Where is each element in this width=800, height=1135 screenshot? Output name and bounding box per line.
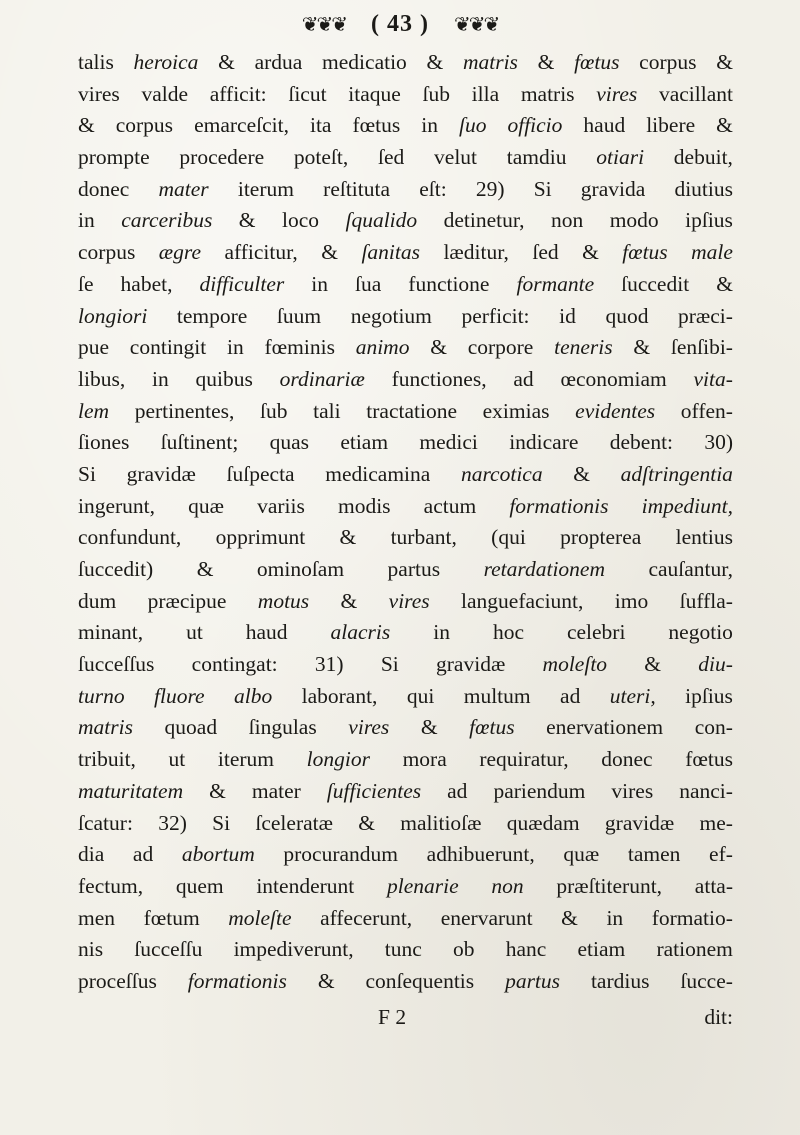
word: &	[644, 652, 662, 677]
word: iterum	[217, 747, 275, 772]
word: vita-	[693, 366, 733, 391]
word: ſub	[260, 398, 288, 423]
word: turbant,	[390, 525, 457, 550]
text-line	[78, 744, 733, 776]
word: rationem	[656, 937, 733, 962]
word: fectum,	[78, 873, 144, 898]
word: multum	[463, 683, 531, 708]
word: enervarunt	[440, 905, 533, 930]
word: eximias	[482, 398, 550, 423]
word: fœtus	[574, 50, 620, 74]
word: offen-	[680, 398, 733, 423]
ornament-right: ❦❦❦	[453, 13, 499, 36]
word: con-	[694, 715, 733, 740]
text-line	[78, 427, 733, 459]
word: tali	[313, 398, 341, 423]
word: tunc	[384, 937, 422, 962]
word: fœtus	[352, 113, 401, 138]
word: valde	[141, 81, 189, 106]
word: me-	[699, 810, 733, 835]
text-line	[78, 237, 733, 269]
word: ſicut	[288, 81, 327, 106]
word: tempore	[176, 303, 248, 328]
word: laborant,	[301, 683, 378, 708]
word: Si	[380, 652, 399, 677]
word: &	[209, 778, 226, 803]
word: imo	[614, 588, 649, 613]
word: officio	[507, 113, 563, 138]
word: affecerunt,	[320, 905, 413, 930]
word: atta-	[694, 873, 733, 898]
word: variis	[257, 493, 305, 518]
word: ſufficientes	[326, 778, 422, 803]
word: quæ	[188, 493, 224, 518]
word: fœtus	[469, 715, 515, 740]
word: fœtum	[143, 905, 200, 930]
word: functione	[408, 271, 490, 296]
word: &	[420, 715, 438, 740]
word: propterea	[560, 525, 642, 550]
word: &	[78, 113, 95, 138]
word: diu-	[698, 652, 733, 677]
word: ita	[309, 113, 332, 138]
word: ſucceſſu	[134, 937, 203, 962]
text-line	[78, 554, 733, 586]
word: quæ	[563, 842, 600, 867]
word: modo	[609, 208, 659, 233]
body-text	[78, 47, 733, 998]
word: ſuum	[276, 303, 322, 328]
word: intenderunt	[256, 873, 355, 898]
word: heroica	[133, 50, 199, 74]
word: diutius	[674, 176, 733, 201]
word: ingerunt,	[78, 493, 156, 518]
word: ſucceſſus	[78, 652, 155, 677]
text-line	[78, 649, 733, 681]
word: modis	[337, 493, 391, 518]
word: in	[151, 366, 169, 391]
page-number: ( 43 )	[371, 10, 429, 37]
text-line	[78, 269, 733, 301]
word: hoc	[492, 620, 524, 645]
word: ſub	[422, 81, 450, 106]
word: otiari	[596, 145, 645, 170]
word: itaque	[348, 81, 401, 106]
word: procurandum	[283, 842, 399, 867]
word: minant,	[78, 620, 144, 645]
word: gravidæ	[436, 652, 506, 677]
word: ipſius	[685, 208, 733, 233]
word: afficitur,	[224, 240, 298, 265]
word: mater	[158, 176, 209, 201]
word: donec	[601, 747, 653, 772]
word: corpus	[78, 240, 136, 265]
word: fœminis	[264, 335, 335, 360]
word: carceribus	[121, 208, 213, 233]
word: gravida	[580, 176, 646, 201]
text-line	[78, 205, 733, 237]
word: corpus	[115, 113, 174, 138]
word: &	[633, 335, 651, 360]
word: ſuſtinent;	[160, 430, 239, 455]
word: formante	[516, 271, 595, 296]
word: in	[78, 208, 95, 233]
word: vires	[388, 588, 430, 613]
word: quoad	[164, 715, 218, 740]
word: &	[196, 557, 214, 581]
text-line	[78, 903, 733, 935]
word: id	[559, 303, 576, 328]
word: ſingulas	[248, 715, 317, 740]
word: illa	[471, 81, 500, 106]
word: cauſantur,	[648, 557, 733, 581]
text-line	[78, 617, 733, 649]
word: haud	[245, 620, 288, 645]
text-line	[78, 681, 733, 713]
word: 31)	[314, 652, 344, 677]
word: vires	[78, 81, 120, 106]
word: non	[550, 208, 584, 233]
word: longior	[306, 747, 370, 772]
word: poteſt,	[293, 145, 349, 170]
word: 29)	[475, 176, 505, 201]
word: quibus	[195, 366, 253, 391]
text-line	[78, 586, 733, 618]
word: ſanitas	[361, 240, 420, 265]
word: ſcatur:	[78, 810, 133, 835]
word: negotio	[668, 620, 733, 645]
word: debent:	[609, 430, 674, 455]
text-line	[78, 174, 733, 206]
text-line	[78, 776, 733, 808]
word: ſuccedit)	[78, 557, 154, 581]
text-line	[78, 396, 733, 428]
word: præſtiterunt,	[556, 873, 663, 898]
word: &	[317, 968, 335, 993]
word: quædam	[506, 810, 580, 835]
word: &	[716, 271, 733, 296]
word: dia	[78, 842, 105, 867]
word: retardationem	[483, 557, 605, 581]
word: longiori	[78, 303, 148, 328]
word: ad	[513, 366, 534, 391]
word: ardua	[254, 50, 303, 74]
word: velut	[434, 145, 478, 170]
word: indicare	[509, 430, 579, 455]
word: partus	[387, 557, 441, 581]
word: Si	[78, 461, 96, 486]
word: fœtus	[685, 747, 733, 772]
word: iterum	[237, 176, 294, 201]
word: &	[573, 461, 590, 486]
word: formationis	[509, 493, 609, 518]
word: narcotica	[460, 461, 543, 486]
word: præcipue	[147, 588, 227, 613]
word: albo	[233, 683, 273, 708]
text-line	[78, 839, 733, 871]
word: ægre	[158, 240, 201, 265]
word: Si	[212, 810, 231, 835]
word: pertinentes,	[134, 398, 235, 423]
text-line	[78, 934, 733, 966]
word: (qui	[491, 525, 526, 550]
word: confundunt,	[78, 525, 182, 550]
word: uteri,	[609, 683, 656, 708]
word: reſtituta	[323, 176, 391, 201]
word: adhibuerunt,	[426, 842, 535, 867]
word: &	[358, 810, 375, 835]
word: &	[340, 588, 358, 613]
word: functiones,	[391, 366, 487, 391]
word: &	[561, 905, 578, 930]
word: ob	[453, 937, 475, 962]
word: turno	[78, 683, 125, 708]
text-line	[78, 459, 733, 491]
word: ſuo	[458, 113, 487, 138]
word: fœtus	[622, 240, 668, 265]
page-footer	[78, 1005, 733, 1037]
word: medicamina	[325, 461, 431, 486]
word: mora	[402, 747, 447, 772]
word: nanci-	[679, 778, 733, 803]
word: procedere	[179, 145, 265, 170]
text-line	[78, 301, 733, 333]
text-line	[78, 522, 733, 554]
word: pue	[78, 335, 110, 360]
word: animo	[355, 335, 410, 360]
word: eſt:	[419, 176, 447, 201]
word: tribuit,	[78, 747, 136, 772]
word: matris	[462, 50, 518, 74]
word: languefaciunt,	[461, 588, 584, 613]
text-line	[78, 491, 733, 523]
text-line	[78, 332, 733, 364]
word: &	[321, 240, 338, 265]
word: matris	[520, 81, 575, 106]
word: maturitatem	[78, 778, 184, 803]
word: libus,	[78, 366, 126, 391]
word: celebri	[566, 620, 626, 645]
word: teneris	[554, 335, 613, 360]
catchword: dit:	[704, 1005, 733, 1029]
text-line	[78, 110, 733, 142]
word: ominoſam	[256, 557, 345, 581]
text-line	[78, 142, 733, 174]
word: œconomiam	[560, 366, 667, 391]
text-line	[78, 364, 733, 396]
word: malitioſæ	[400, 810, 482, 835]
word: ipſius	[685, 683, 733, 708]
word: non	[491, 873, 524, 898]
word: &	[716, 50, 733, 74]
word: fluore	[154, 683, 205, 708]
word: moleſto	[542, 652, 608, 677]
word: quod	[605, 303, 649, 328]
word: evidentes	[575, 398, 656, 423]
word: ſenſibi-	[670, 335, 733, 360]
word: in	[311, 271, 328, 296]
word: 30)	[704, 430, 733, 455]
ornament-left: ❦❦❦	[301, 13, 346, 36]
word: abortum	[181, 842, 255, 867]
word: matris	[78, 715, 133, 740]
word: quas	[269, 430, 310, 455]
word: emarceſcit,	[194, 113, 289, 138]
word: requiratur,	[479, 747, 569, 772]
word: 32)	[158, 810, 187, 835]
word: moleſte	[228, 905, 292, 930]
word: vires	[596, 81, 638, 106]
word: ſqualido	[345, 208, 418, 233]
word: enervationem	[546, 715, 664, 740]
word: corpore	[467, 335, 534, 360]
word: proceſſus	[78, 968, 157, 993]
word: ſucce-	[680, 968, 733, 993]
word: contingit	[129, 335, 207, 360]
word: perficit:	[461, 303, 530, 328]
word: dum	[78, 588, 117, 613]
word: tamen	[627, 842, 681, 867]
word: opprimunt	[215, 525, 306, 550]
word: ad	[560, 683, 581, 708]
word: vires	[611, 778, 654, 803]
word: mater	[251, 778, 301, 803]
word: lentius	[675, 525, 733, 550]
word: vacillant	[658, 81, 733, 106]
word: in	[421, 113, 438, 138]
word: qui	[406, 683, 435, 708]
word: &	[426, 50, 444, 74]
word: gravidæ	[126, 461, 196, 486]
word: &	[716, 113, 733, 138]
word: præci-	[678, 303, 733, 328]
word: &	[582, 240, 599, 265]
text-line	[78, 808, 733, 840]
word: actum	[423, 493, 477, 518]
word: ordinariæ	[279, 366, 365, 391]
word: etiam	[340, 430, 389, 455]
word: ſed	[532, 240, 559, 265]
word: formationis	[187, 968, 287, 993]
word: haud	[583, 113, 626, 138]
word: ut	[186, 620, 203, 645]
word: &	[339, 525, 357, 550]
word: &	[218, 50, 235, 74]
word: ſuffla-	[679, 588, 733, 613]
word: formatio-	[651, 905, 733, 930]
word: ſiones	[78, 430, 130, 455]
word: Si	[533, 176, 552, 201]
word: impediunt,	[641, 493, 733, 518]
word: hanc	[505, 937, 547, 962]
word: conſequentis	[365, 968, 475, 993]
word: ſceleratæ	[255, 810, 333, 835]
word: etiam	[577, 937, 626, 962]
word: ut	[168, 747, 186, 772]
word: habet,	[120, 271, 173, 296]
word: prompte	[78, 145, 150, 170]
word: contingat:	[191, 652, 278, 677]
word: in	[606, 905, 624, 930]
word: pariendum	[493, 778, 586, 803]
word: nis	[78, 937, 104, 962]
word: ad	[132, 842, 154, 867]
word: difficulter	[199, 271, 285, 296]
text-line	[78, 47, 733, 79]
word: male	[691, 240, 733, 265]
word: lem	[78, 398, 110, 423]
word: afficit:	[209, 81, 267, 106]
word: alacris	[330, 620, 391, 645]
word: plenarie	[386, 873, 459, 898]
word: ef-	[709, 842, 733, 867]
word: ſuſpecta	[226, 461, 295, 486]
word: ſua	[355, 271, 382, 296]
word: libere	[646, 113, 696, 138]
word: talis	[78, 50, 114, 74]
word: corpus	[639, 50, 697, 74]
word: quem	[175, 873, 224, 898]
word: vires	[348, 715, 390, 740]
word: tractatione	[366, 398, 457, 423]
word: in	[226, 335, 244, 360]
word: impediverunt,	[233, 937, 354, 962]
word: &	[537, 50, 555, 74]
word: negotium	[350, 303, 432, 328]
word: detinetur,	[443, 208, 525, 233]
word: ſuccedit	[621, 271, 690, 296]
word: tardius	[590, 968, 650, 993]
word: donec	[78, 176, 130, 201]
word: tamdiu	[506, 145, 567, 170]
word: ad	[447, 778, 468, 803]
word: &	[430, 335, 447, 360]
word: debuit,	[673, 145, 733, 170]
word: medici	[419, 430, 478, 455]
word: læditur,	[443, 240, 509, 265]
word: in	[433, 620, 450, 645]
word: gravidæ	[604, 810, 675, 835]
text-line	[78, 966, 733, 998]
word: &	[238, 208, 256, 233]
text-line	[78, 871, 733, 903]
page-header	[0, 10, 800, 38]
word: ſed	[378, 145, 405, 170]
word: men	[78, 905, 116, 930]
text-line	[78, 79, 733, 111]
word: loco	[281, 208, 320, 233]
word: partus	[505, 968, 561, 993]
word: motus	[257, 588, 310, 613]
signature-mark: F 2	[378, 1005, 407, 1029]
word: medicatio	[322, 50, 407, 74]
text-line	[78, 712, 733, 744]
word: ſe	[78, 271, 94, 296]
word: adſtringentia	[620, 461, 733, 486]
